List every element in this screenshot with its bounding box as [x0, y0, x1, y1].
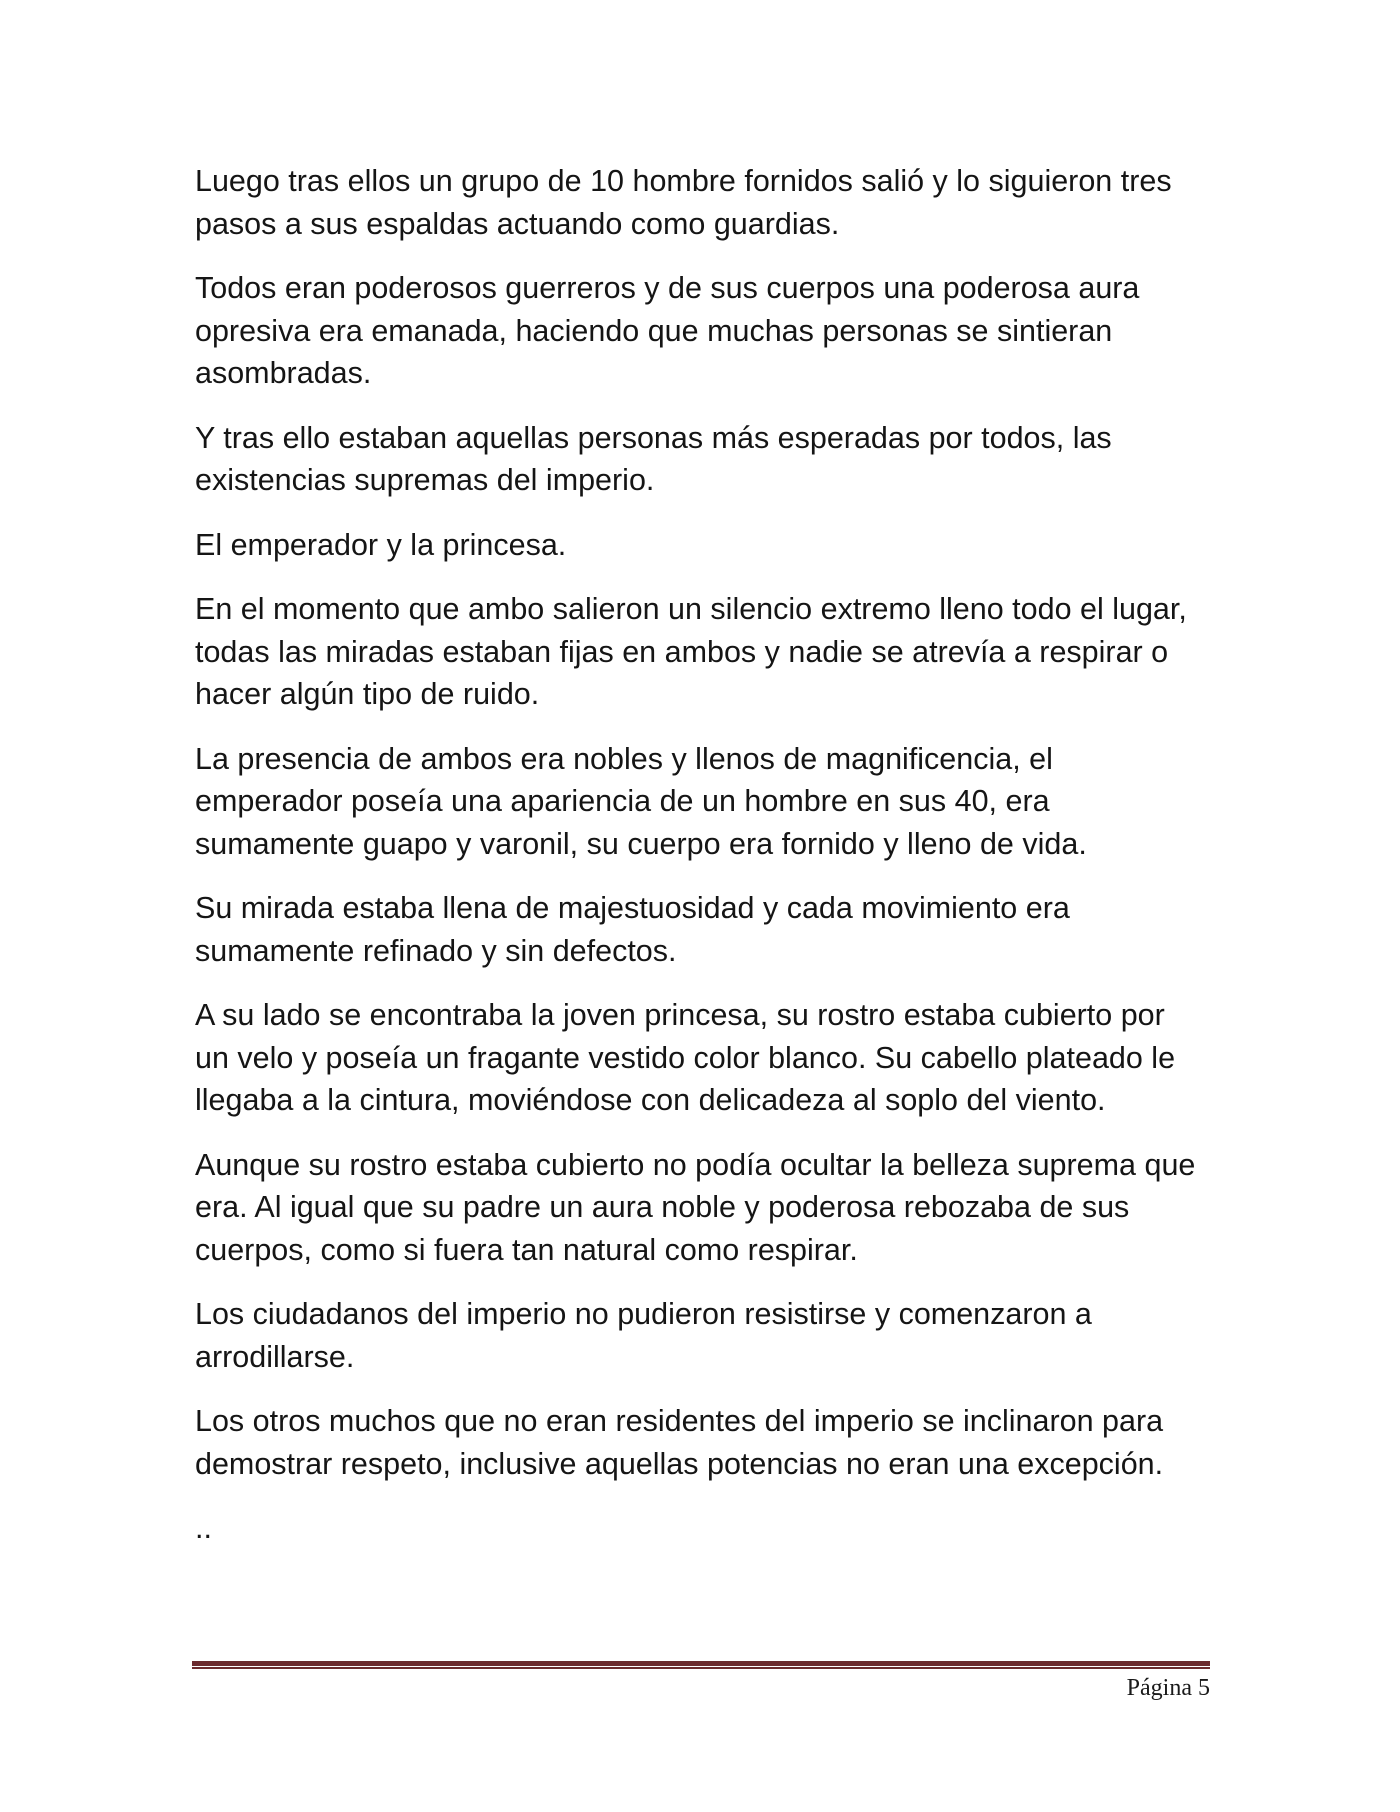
paragraph: Los ciudadanos del imperio no pudieron resistirse y comenzaron a arrodillarse.: [195, 1297, 1092, 1374]
paragraph: Su mirada estaba llena de majestuosidad y cada movimiento era sumamente refinado y sin defectos.: [195, 891, 1070, 968]
page-number: Página 5: [1126, 1675, 1210, 1701]
paragraph: ..: [195, 1511, 212, 1545]
paragraph: Y tras ello estaban aquellas personas más esperadas por todos, las existencias supremas del imperio.: [195, 420, 1112, 497]
body-text: [195, 160, 1205, 1572]
footer-divider-thick: [192, 1661, 1210, 1666]
paragraph: Aunque su rostro estaba cubierto no podía ocultar la belleza suprema que era. Al igual que su padre un aura noble y poderosa rebozaba de sus cuerpos, como si fuera tan natural como respirar.: [195, 1147, 1196, 1267]
paragraph: Luego tras ellos un grupo de 10 hombre fornidos salió y lo siguieron tres pasos a sus espaldas actuando como guardias.: [195, 164, 1172, 241]
paragraph: A su lado se encontraba la joven princesa, su rostro estaba cubierto por un velo y poseía un fragante vestido color blanco. Su cabello plateado le llegaba a la cintura, moviéndose con delicadeza al soplo del viento.: [195, 998, 1176, 1117]
paragraph: El emperador y la princesa.: [195, 527, 567, 562]
paragraph: Los otros muchos que no eran residentes del imperio se inclinaron para demostrar respeto, inclusive aquellas potencias no eran una excepción.: [195, 1404, 1164, 1481]
footer-divider: [192, 1661, 1210, 1669]
paragraph: La presencia de ambos era nobles y llenos de magnificencia, el emperador poseía una apariencia de un hombre en sus 40, era sumamente guapo y varonil, su cuerpo era fornido y lleno de vida.: [195, 741, 1087, 861]
footer-divider-thin: [192, 1667, 1210, 1669]
paragraph: En el momento que ambo salieron un silencio extremo lleno todo el lugar, todas las miradas estaban fijas en ambos y nadie se atrevía a respirar o hacer algún tipo de ruido.: [195, 592, 1187, 711]
paragraph: Todos eran poderosos guerreros y de sus cuerpos una poderosa aura opresiva era emanada, haciendo que muchas personas se sintieran asombradas.: [195, 271, 1140, 390]
